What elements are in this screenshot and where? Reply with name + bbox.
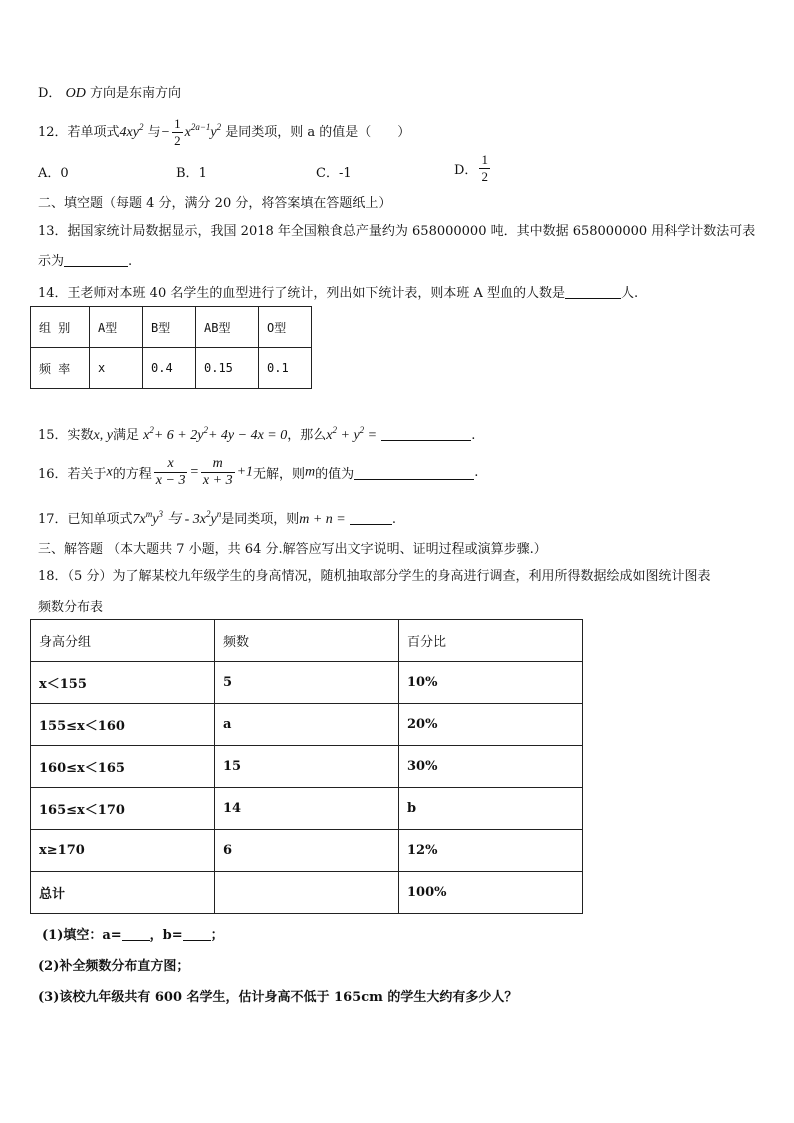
table-row: 频 率 x 0.4 0.15 0.1 xyxy=(31,348,312,389)
monomial-1: $4xy^2$ xyxy=(119,122,144,140)
question-18-sub3: (3)该校九年级共有 600 名学生，估计身高不低于 165cm 的学生大约有多少人？ xyxy=(38,990,518,1005)
q12-option-d: D． $\frac{1}{2}$ xyxy=(454,152,488,184)
table-row: 总计 100% xyxy=(31,872,583,914)
question-18-line2: 频数分布表 xyxy=(38,600,104,615)
table-row: x＜155 5 10% xyxy=(31,662,583,704)
question-14: 14．王老师对本班 40 名学生的血型进行了统计，列出如下统计表，则本班 A 型血的人数是 人. xyxy=(38,286,639,301)
question-18-sub1: (1)填空：a= ，b= ； xyxy=(42,928,224,943)
question-18-sub2: (2)补全频数分布直方图； xyxy=(38,959,190,974)
answer-blank xyxy=(381,426,471,441)
question-15: 15．实数x, y满足 $x^2+ 6 + 2y^2+ 4y - 4x = 0$，那么$x^2 + y^2$ = . xyxy=(38,425,476,443)
fraction-x-over-x-minus-3: $\frac{x}{x - 3}$ xyxy=(155,456,186,488)
answer-blank xyxy=(565,284,621,299)
fraction-half: $\frac{1}{2}$ xyxy=(174,116,181,148)
q12-option-c: C．-1 xyxy=(316,166,352,181)
q12-option-a: A．0 xyxy=(38,166,69,181)
question-16: 16．若关于x的方程 $\frac{x}{x - 3}$ = $\frac{m}{x + 3}$ +1无解，则m的值为 . xyxy=(38,456,479,488)
height-frequency-table xyxy=(30,619,583,914)
monomial-2: $x^{2a-1}y^2$ xyxy=(184,122,222,140)
fraction-m-over-x-plus-3: $\frac{m}{x + 3}$ xyxy=(202,456,233,488)
table-row: x≥170 6 12% xyxy=(31,830,583,872)
section-3-heading: 三、解答题 （本大题共 7 小题，共 64 分.解答应写出文字说明、证明过程或演算步骤.） xyxy=(38,542,547,557)
table-row: 155≤x＜160 a 20% xyxy=(31,704,583,746)
answer-blank-a xyxy=(122,926,150,941)
question-13-line2: 示为 . xyxy=(38,254,133,269)
question-18-line1: 18．（5 分）为了解某校九年级学生的身高情况，随机抽取部分学生的身高进行调查，利用所得数据绘成如图统计图表 xyxy=(38,569,711,584)
table-row: 身高分组 频数 百分比 xyxy=(31,620,583,662)
question-12: 12．若单项式$4xy^2$ 与− $\frac{1}{2}$ $x^{2a-1}y^2$ 是同类项，则 a 的值是（ ） xyxy=(38,116,411,148)
question-13-line1: 13．据国家统计局数据显示，我国 2018 年全国粮食总产量约为 658000000 吨．其中数据 658000000 用科学计数法可表 xyxy=(38,224,756,239)
math-var-od: OD xyxy=(65,86,86,101)
answer-blank-b xyxy=(183,926,211,941)
q11-option-d: D． OD 方向是东南方向 xyxy=(38,86,181,101)
blood-type-table xyxy=(30,306,312,389)
table-row: 组 别 A型 B型 AB型 O型 xyxy=(31,307,312,348)
question-17: 17．已知单项式$7x^my^3$ 与 - $3x^2y^n$是同类项，则m + n = . xyxy=(38,509,397,527)
table-row: 160≤x＜165 15 30% xyxy=(31,746,583,788)
q12-option-b: B．1 xyxy=(176,166,207,181)
answer-blank xyxy=(350,510,392,525)
table-row: 165≤x＜170 14 b xyxy=(31,788,583,830)
answer-blank xyxy=(354,465,474,480)
section-2-heading: 二、填空题（每题 4 分，满分 20 分，将答案填在答题纸上） xyxy=(38,196,392,211)
answer-blank xyxy=(64,252,128,267)
